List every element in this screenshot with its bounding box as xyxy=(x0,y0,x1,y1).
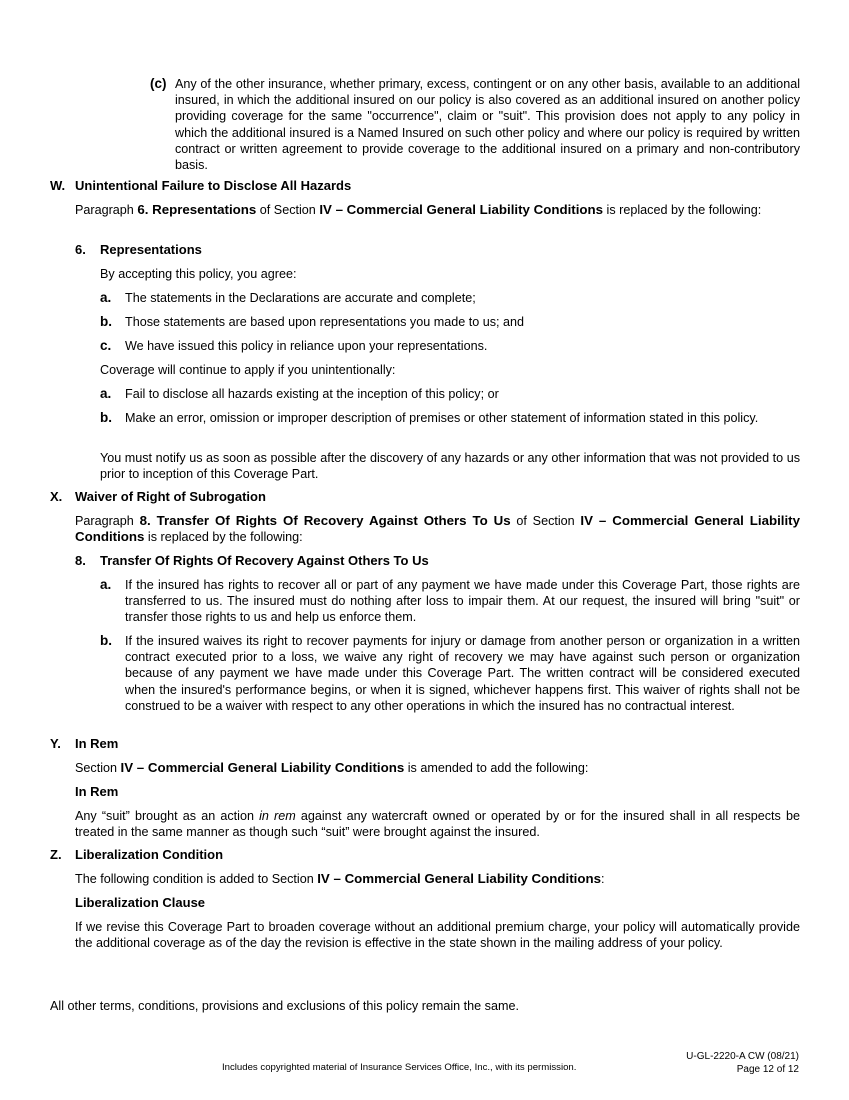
section-w-item2-b-label: b. xyxy=(100,410,112,425)
section-w-sub-title: Representations xyxy=(100,242,202,257)
section-x-title: Waiver of Right of Subrogation xyxy=(75,489,266,504)
section-w-continue: Coverage will continue to apply if you unintentionally: xyxy=(100,363,396,377)
section-w-title: Unintentional Failure to Disclose All Hazards xyxy=(75,178,352,193)
section-w-item-c-text: We have issued this policy in reliance upon your representations. xyxy=(125,339,488,353)
section-x-intro: Paragraph 8. Transfer Of Rights Of Recovery Against Others To Us of Section IV – Commercial General Liability Conditions is replaced by the following: xyxy=(75,513,800,545)
section-z-sub-title: Liberalization Clause xyxy=(75,895,206,910)
section-w-accept: By accepting this policy, you agree: xyxy=(100,267,297,281)
section-y-body: Any “suit” brought as an action in rem against any watercraft owned or operated by or for the insured shall in all respects be treated in the same manner as though such “suit” were brought against the insured. xyxy=(75,809,800,840)
section-z-title: Liberalization Condition xyxy=(75,847,224,862)
section-z-body: If we revise this Coverage Part to broaden coverage without an additional premium charge, your policy will automatically provide the additional coverage as of the day the revision is effective in the state shown in the mailing address of your policy. xyxy=(75,920,800,951)
section-z-letter: Z. xyxy=(50,847,62,862)
c-item-text: Any of the other insurance, whether primary, excess, contingent or on any other basis, available to an additional insured, in which the additional insured on our policy is also covered as an additional insured on another policy providing coverage for the same "occurrence", claim or "suit". This provision does not apply to any policy in which the additional insured is a Named Insured on such other policy and where our policy is required by written contract or written agreement to provide coverage to the additional insured on a primary and non-contributory basis. xyxy=(175,77,800,173)
section-w-item-b-label: b. xyxy=(100,314,112,329)
section-w-item-c-label: c. xyxy=(100,338,112,353)
section-w-item-a-text: The statements in the Declarations are accurate and complete; xyxy=(125,291,476,305)
section-w-letter: W. xyxy=(50,178,66,193)
section-x-letter: X. xyxy=(50,489,63,504)
section-x-item-a-text: If the insured has rights to recover all or part of any payment we have made under this Coverage Part, those rights are transferred to us. The insured must do nothing after loss to impair them. At our request, the insured will bring "suit" or transfer those rights to us and help us enforce them. xyxy=(125,578,800,625)
section-w-notify: You must notify us as soon as possible after the discovery of any hazards or any other information that was not provided to us prior to inception of this Coverage Part. xyxy=(100,451,800,482)
section-y-letter: Y. xyxy=(50,736,61,751)
section-w-item2-a-label: a. xyxy=(100,386,112,401)
section-x-item-b-text: If the insured waives its right to recover payments for injury or damage from another person or organization in a written contract executed prior to a loss, we waive any right of recovery we may have against such person or organization because of any payment we have made under this Coverage Part. The written contract will be considered executed when the insured's performance begins, or when it is signed, whichever happens first. This waiver of rights shall not be construed to be a waiver with respect to any other operations in which the insured has no contractual interest. xyxy=(125,634,800,713)
footer-copyright: Includes copyrighted material of Insurance Services Office, Inc., with its permission. xyxy=(222,1062,577,1073)
section-w-item2-b-text: Make an error, omission or improper description of premises or other statement of information stated in this policy. xyxy=(125,411,759,425)
section-x-item-b-label: b. xyxy=(100,633,112,648)
section-w-item-b-text: Those statements are based upon representations you made to us; and xyxy=(125,315,525,329)
closing-statement: All other terms, conditions, provisions and exclusions of this policy remain the same. xyxy=(50,999,519,1013)
footer-form-info xyxy=(686,1050,799,1076)
section-y-sub-title: In Rem xyxy=(75,784,119,799)
section-w-sub-number: 6. xyxy=(75,242,86,257)
section-w-intro: Paragraph 6. Representations of Section IV – Commercial General Liability Conditions is replaced by the following: xyxy=(75,202,762,217)
section-y-title: In Rem xyxy=(75,736,119,751)
section-x-item-a-label: a. xyxy=(100,577,112,592)
c-item-marker: (c) xyxy=(150,76,167,91)
section-z-intro: The following condition is added to Section IV – Commercial General Liability Conditions: xyxy=(75,871,605,886)
section-x-sub-title: Transfer Of Rights Of Recovery Against Others To Us xyxy=(100,553,429,568)
section-w-item2-a-text: Fail to disclose all hazards existing at the inception of this policy; or xyxy=(125,387,499,401)
section-x-sub-number: 8. xyxy=(75,553,86,568)
footer-page-number: Page 12 of 12 xyxy=(736,1064,799,1075)
section-y-intro: Section IV – Commercial General Liability Conditions is amended to add the following: xyxy=(75,760,589,775)
section-w-item-a-label: a. xyxy=(100,290,112,305)
footer-form-number: U-GL-2220-A CW (08/21) xyxy=(686,1051,799,1062)
